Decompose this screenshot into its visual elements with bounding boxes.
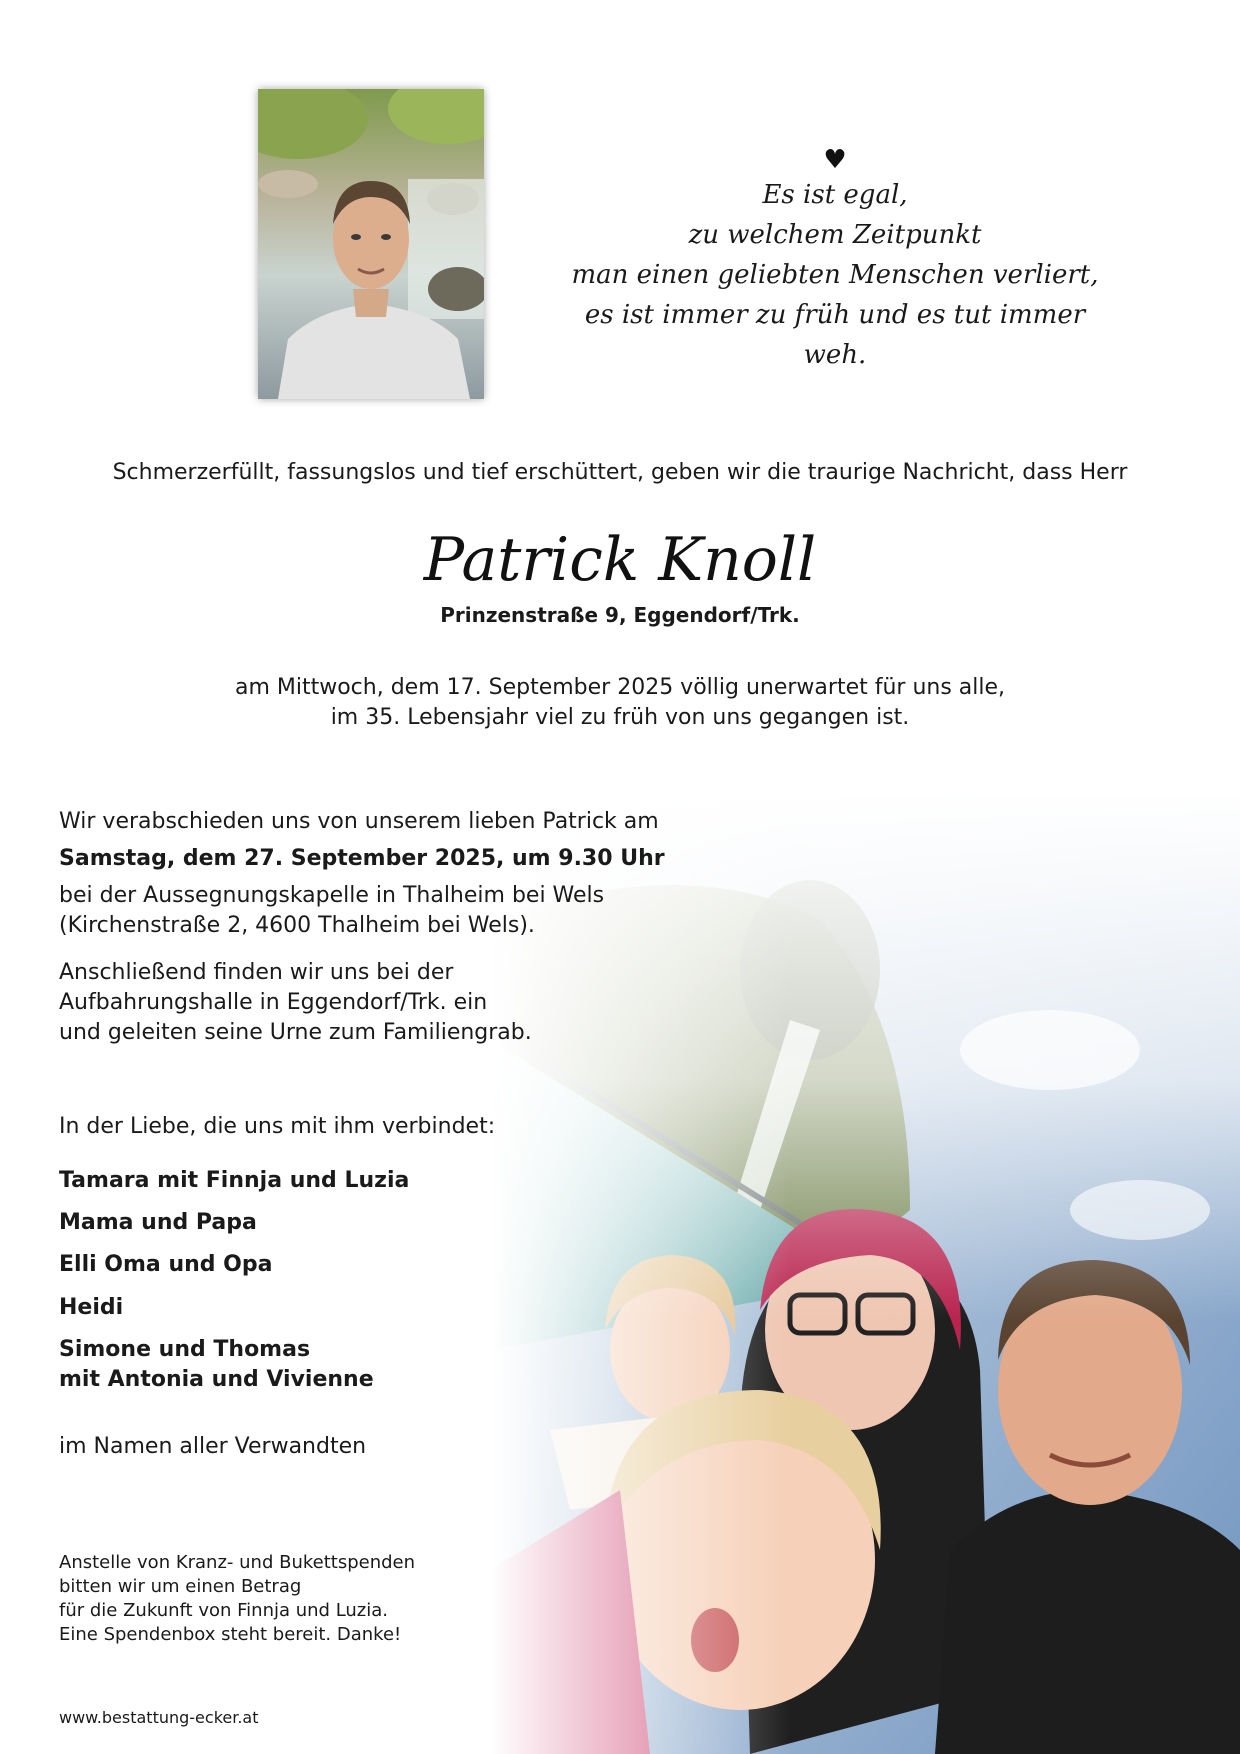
heart-icon: ♥ — [823, 145, 847, 175]
announcement-intro: Schmerzerfüllt, fassungslos und tief erschüttert, geben wir die traurige Nachricht, dass Herr — [112, 460, 1128, 485]
deceased-name: Patrick Knoll — [423, 525, 817, 595]
passing-line: am Mittwoch, dem 17. September 2025 völlig unerwartet für uns alle, — [234, 675, 1006, 700]
after-line: und geleiten seine Urne zum Familiengrab. — [59, 1020, 532, 1045]
donation-line: Eine Spendenbox steht bereit. Danke! — [59, 1624, 402, 1645]
footer-website: www.bestattung-ecker.at — [59, 1708, 259, 1727]
after-line: Aufbahrungshalle in Eggendorf/Trk. ein — [59, 990, 488, 1015]
passing-line: im 35. Lebensjahr viel zu früh von uns gegangen ist. — [330, 705, 910, 730]
mourner-name: Elli Oma und Opa — [59, 1252, 273, 1277]
mourner-name: Mama und Papa — [59, 1210, 257, 1235]
farewell-location: bei der Aussegnungskapelle in Thalheim bei Wels — [59, 883, 605, 908]
farewell-line: Wir verabschieden uns von unserem lieben Patrick am — [59, 809, 659, 834]
quote-line: es ist immer zu früh und es tut immer weh. — [584, 300, 1086, 370]
mourners-intro: In der Liebe, die uns mit ihm verbindet: — [59, 1114, 496, 1139]
portrait-photo — [258, 89, 484, 399]
farewell-address: (Kirchenstraße 2, 4600 Thalheim bei Wels). — [59, 913, 535, 938]
mourner-name: Simone und Thomas — [59, 1337, 311, 1362]
passing-statement — [0, 673, 1240, 733]
farewell-date: Samstag, dem 27. September 2025, um 9.30 Uhr — [59, 846, 665, 871]
donation-line: bitten wir um einen Betrag — [59, 1576, 302, 1597]
mourners-closing: im Namen aller Verwandten — [59, 1434, 367, 1459]
donation-line: Anstelle von Kranz- und Bukettspenden — [59, 1552, 416, 1573]
family-photo — [490, 790, 1240, 1754]
family-photo-illustration — [490, 790, 1240, 1754]
donation-line: für die Zukunft von Finnja und Luzia. — [59, 1600, 389, 1621]
portrait-illustration — [258, 89, 484, 399]
quote-block — [560, 145, 1110, 375]
mourner-name: mit Antonia und Vivienne — [59, 1367, 374, 1392]
deceased-address: Prinzenstraße 9, Eggendorf/Trk. — [440, 603, 800, 627]
quote-line: man einen geliebten Menschen verliert, — [571, 260, 1099, 290]
quote-line: zu welchem Zeitpunkt — [688, 220, 982, 250]
mourner-name: Heidi — [59, 1295, 124, 1320]
quote-line: Es ist egal, — [762, 180, 908, 210]
after-line: Anschließend finden wir uns bei der — [59, 960, 454, 985]
mourner-name: Tamara mit Finnja und Luzia — [59, 1168, 410, 1193]
